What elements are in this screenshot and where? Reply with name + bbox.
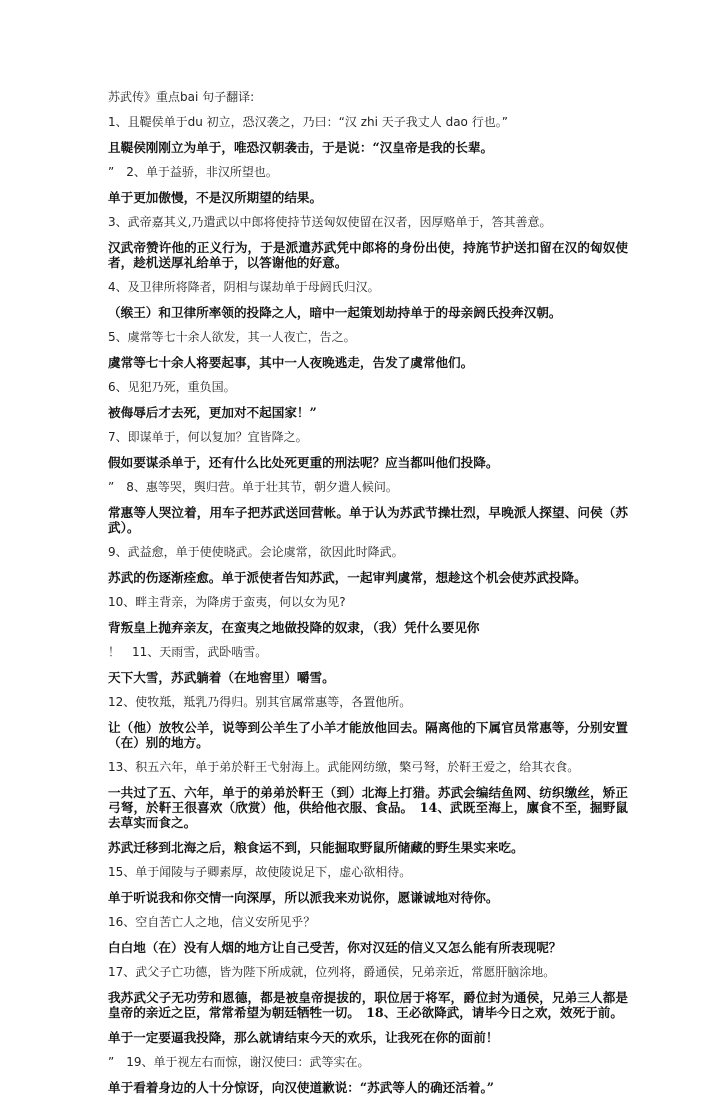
text-line: 17、武父子亡功德，皆为陛下所成就，位列将，爵通侯，兄弟亲近，常愿肝脑涂地。: [108, 965, 556, 979]
text-line: 我苏武父子无功劳和恩德，都是被皇帝提拔的，职位居于将军，爵位封为通侯，兄弟三人都是皇帝的亲近之臣，常常希望为朝廷牺牲一切。 18、王必欲降武，请毕今日之欢，效死于前。: [108, 990, 628, 1020]
text-line: 单于听说我和你交情一向深厚，所以派我来劝说你，愿谦诚地对待你。: [108, 890, 499, 905]
text-line: 苏武传》重点bai 句子翻译:: [108, 90, 255, 104]
text-line: 虞常等七十余人将要起事，其中一人夜晚逃走，告发了虞常他们。: [108, 355, 474, 370]
text-line: 苏武的伤逐渐痊愈。单于派使者告知苏武，一起审判虞常，想趁这个机会使苏武投降。: [108, 570, 587, 585]
text-line: 单于看着身边的人十分惊讶，向汉使道歉说：“苏武等人的确还活着。”: [108, 1080, 495, 1095]
text-line: 单于一定要逼我投降，那么就请结束今天的欢乐，让我死在你的面前！: [108, 1030, 499, 1045]
text-line: 16、空自苦亡人之地，信义安所见乎？: [108, 915, 316, 929]
document-body: [108, 90, 628, 1105]
text-line: 被侮辱后才去死，更加对不起国家！”: [108, 405, 317, 420]
text-line: 背叛皇上抛弃亲友，在蛮夷之地做投降的奴隶，（我）凭什么要见你: [108, 620, 480, 635]
text-line: ！ 11、天雨雪，武卧啮雪。: [108, 645, 268, 659]
text-line: 假如要谋杀单于，还有什么比处死更重的刑法呢？应当都叫他们投降。: [108, 455, 499, 470]
text-line: 一共过了五、六年，单于的弟弟於靬王（到）北海上打猎。苏武会编结鱼网、纺织缴丝，矫正弓弩，於靬王很喜欢（欣赏）他，供给他衣服、食品。 14、武既至海上，廪食不至，掘野鼠去草实而食之。: [108, 785, 628, 830]
text-line: 4、及卫律所将降者，阴相与谋劫单于母阏氏归汉。: [108, 280, 380, 294]
text-line: 6、见犯乃死，重负国。: [108, 380, 236, 394]
text-line: 汉武帝赞许他的正义行为，于是派遣苏武凭中郎将的身份出使，持旄节护送扣留在汉的匈奴使者，趁机送厚礼给单于，以答谢他的好意。: [108, 240, 628, 270]
text-line: 7、即谋单于，何以复加？宜皆降之。: [108, 430, 308, 444]
text-line: 10、畔主背亲，为降虏于蛮夷，何以女为见?: [108, 595, 346, 609]
text-line: 白白地（在）没有人烟的地方让自己受苦，你对汉廷的信义又怎么能有所表现呢？: [108, 940, 562, 955]
text-line: 5、虞常等七十余人欲发，其一人夜亡，告之。: [108, 330, 356, 344]
text-line: （缑王）和卫律所率领的投降之人，暗中一起策划劫持单于的母亲阏氏投奔汉朝。: [108, 305, 562, 320]
text-line: ” 8、惠等哭，舆归营。单于壮其节，朝夕遣人候问。: [108, 480, 398, 494]
text-line: 常惠等人哭泣着，用车子把苏武送回营帐。单于认为苏武节操壮烈，早晚派人探望、问侯（苏武）。: [108, 505, 628, 535]
text-line: 9、武益愈，单于使使晓武。会论虞常，欲因此时降武。: [108, 545, 404, 559]
text-line: 让（他）放牧公羊，说等到公羊生了小羊才能放他回去。隔离他的下属官员常惠等，分别安置（在）别的地方。: [108, 720, 628, 750]
text-line: 13、积五六年，单于弟於靬王弋射海上。武能网纺缴，檠弓弩，於靬王爱之，给其衣食。: [108, 760, 580, 774]
text-line: 15、单于闻陵与子卿素厚，故使陵说足下，虚心欲相待。: [108, 865, 412, 879]
text-line: 12、使牧羝，羝乳乃得归。别其官属常惠等，各置他所。: [108, 695, 412, 709]
text-line: 单于更加傲慢，不是汉所期望的结果。: [108, 190, 323, 205]
text-line: ” 19、单于视左右而惊，谢汉使曰：武等实在。: [108, 1055, 370, 1069]
text-line: 天下大雪，苏武躺着（在地窖里）嚼雪。: [108, 670, 335, 685]
text-line: 3、武帝嘉其义,乃遣武以中郎将使持节送匈奴使留在汉者，因厚赂单于，答其善意。: [108, 215, 552, 229]
text-line: 1、且鞮侯单于du 初立，恐汉袭之，乃曰：“汉 zhi 天子我丈人 dao 行也。”: [108, 115, 508, 129]
text-line: 且鞮侯刚刚立为单于，唯恐汉朝袭击，于是说：“汉皇帝是我的长辈。: [108, 140, 494, 155]
text-line: ” 2、单于益骄，非汉所望也。: [108, 165, 278, 179]
text-line: 苏武迁移到北海之后，粮食运不到，只能掘取野鼠所储藏的野生果实来吃。: [108, 840, 524, 855]
